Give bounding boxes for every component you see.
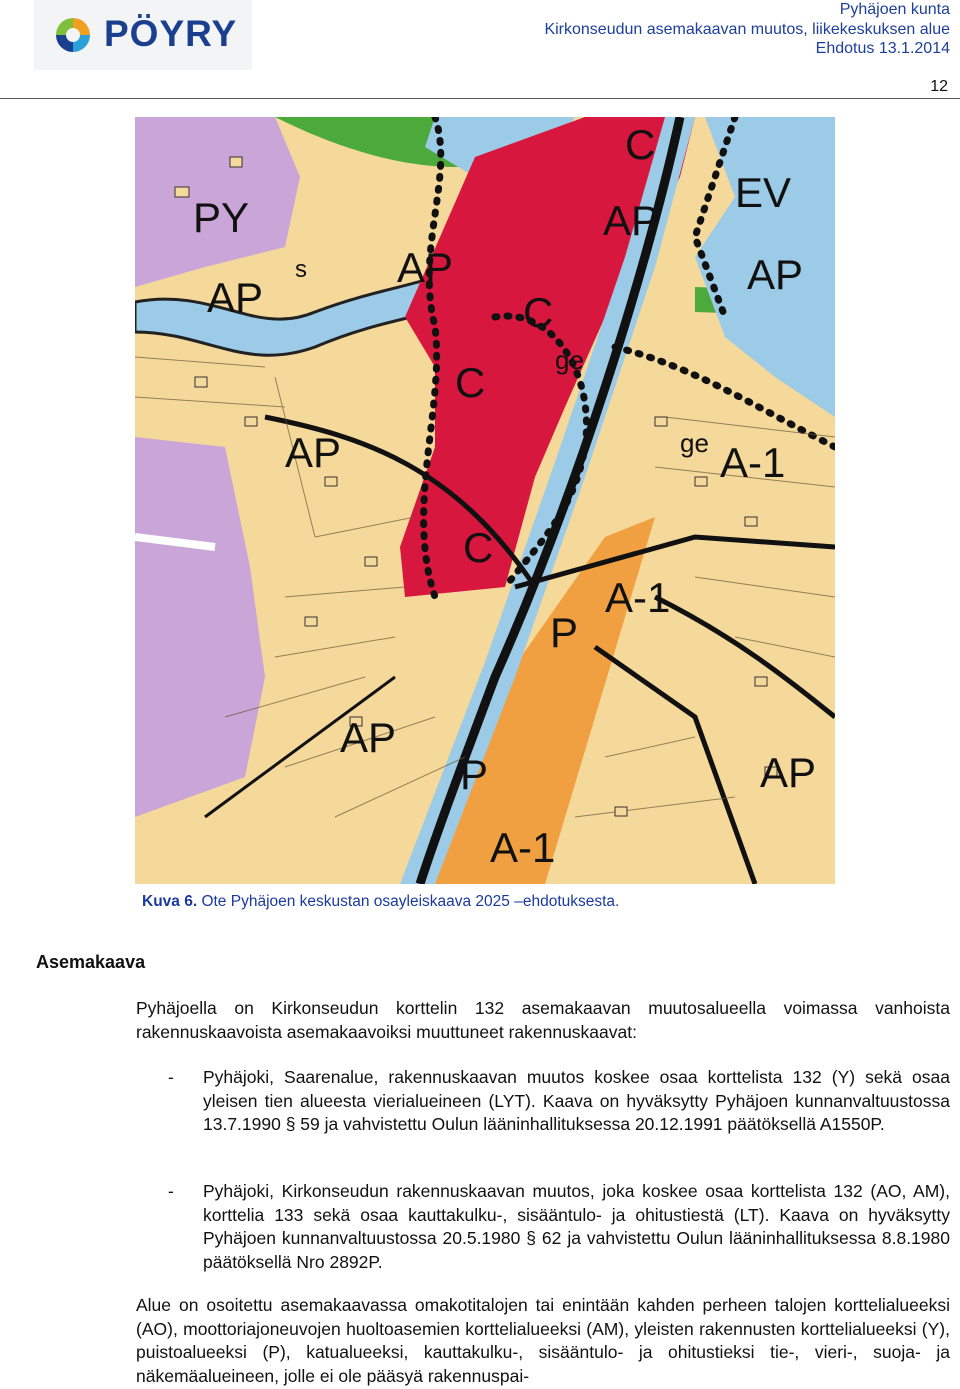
map-label-ap: AP xyxy=(397,244,454,291)
map-label-p: P xyxy=(460,751,489,798)
logo-mark-icon xyxy=(50,14,96,56)
map-label-ap: AP xyxy=(760,749,817,796)
section-title: Asemakaava xyxy=(36,952,146,972)
map-label-ev: EV xyxy=(735,169,792,216)
paragraph-zoning: Alue on osoitettu asemakaavassa omakotitalojen tai enintään kahden perheen talojen korttelialueeksi (AO), moottoriajoneuvojen huoltoasemien korttelialueeksi (AM), yleisten rakennusten korttelialueeksi (Y), puistoalueeksi (P), katualueeksi, kauttakulku-, sisääntulo- ja ohitustieksi tie-, vieri-, suoja- ja näkemäalueineen, jolle ei ole pääsyä rakennuspai- xyxy=(136,1295,950,1386)
logo-wordmark: PÖYRY xyxy=(104,13,238,54)
map-label-a1: A-1 xyxy=(490,824,556,871)
map-label-ap: AP xyxy=(340,714,397,761)
list-dash: - xyxy=(168,1181,174,1201)
page-header xyxy=(0,0,960,100)
map-label-ap: AP xyxy=(285,429,342,476)
map-label-c: C xyxy=(523,289,554,336)
map-label-c: C xyxy=(463,524,494,571)
map-label-a1: A-1 xyxy=(605,574,671,621)
map-label-ap: AP xyxy=(603,197,660,244)
map-label-py: PY xyxy=(193,194,250,241)
paragraph-intro: Pyhäjoella on Kirkonseudun korttelin 132 asemakaavan muutosalueella voimassa vanhoista rakennuskaavoista asemakaavoiksi muuttuneet rakennuskaavat: xyxy=(136,998,950,1042)
map-label-ge: ge xyxy=(680,428,709,458)
company-logo xyxy=(34,0,252,70)
map-label-a1: A-1 xyxy=(720,439,786,486)
map-label-p: P xyxy=(550,609,579,656)
map-label-ap: AP xyxy=(747,251,804,298)
zoning-map-drawing xyxy=(135,117,835,884)
zoning-map xyxy=(135,117,835,884)
map-label-c: C xyxy=(455,359,486,406)
caption-text: Ote Pyhäjoen keskustan osayleiskaava 2025 –ehdotuksesta. xyxy=(197,893,620,910)
map-label-ge: ge xyxy=(555,345,584,375)
map-label-s: s xyxy=(295,256,307,283)
header-project: Kirkonseudun asemakaavan muutos, liikekeskuksen alue xyxy=(544,20,950,38)
header-municipality: Pyhäjoen kunta xyxy=(839,1,950,18)
page-number: 12 xyxy=(930,78,948,95)
list-dash: - xyxy=(168,1067,174,1087)
map-label-c: C xyxy=(625,121,656,168)
figure-caption xyxy=(142,893,619,911)
header-info xyxy=(544,0,950,59)
list-item-text: Pyhäjoki, Saarenalue, rakennuskaavan muutos koskee osaa korttelista 132 (Y) sekä osaa yleisen tien alueesta vierialueineen (LYT). Kaava on hyväksytty Pyhäjoen kunnanvaltuustossa 13.7.1990 § 59 ja vahvistettu Oulun lääninhallituksessa 20.12.1991 päätöksellä A1550P. xyxy=(203,1067,950,1134)
header-rule xyxy=(0,98,960,99)
caption-label: Kuva 6. xyxy=(142,893,198,910)
header-status: Ehdotus 13.1.2014 xyxy=(815,40,950,57)
map-label-ap: AP xyxy=(207,274,264,321)
list-item-text: Pyhäjoki, Kirkonseudun rakennuskaavan muutos, joka koskee osaa korttelista 132 (AO, AM), korttelia 133 sekä osaa kauttakulku-, sisääntulo- ja ohitustiestä (LT). Kaava on hyväksytty Pyhäjoen kunnanvaltuustossa 20.5.1980 § 62 ja vahvistettu Oulun lääninhallituksessa 8.8.1980 päätöksellä Nro 2892P. xyxy=(203,1181,950,1272)
